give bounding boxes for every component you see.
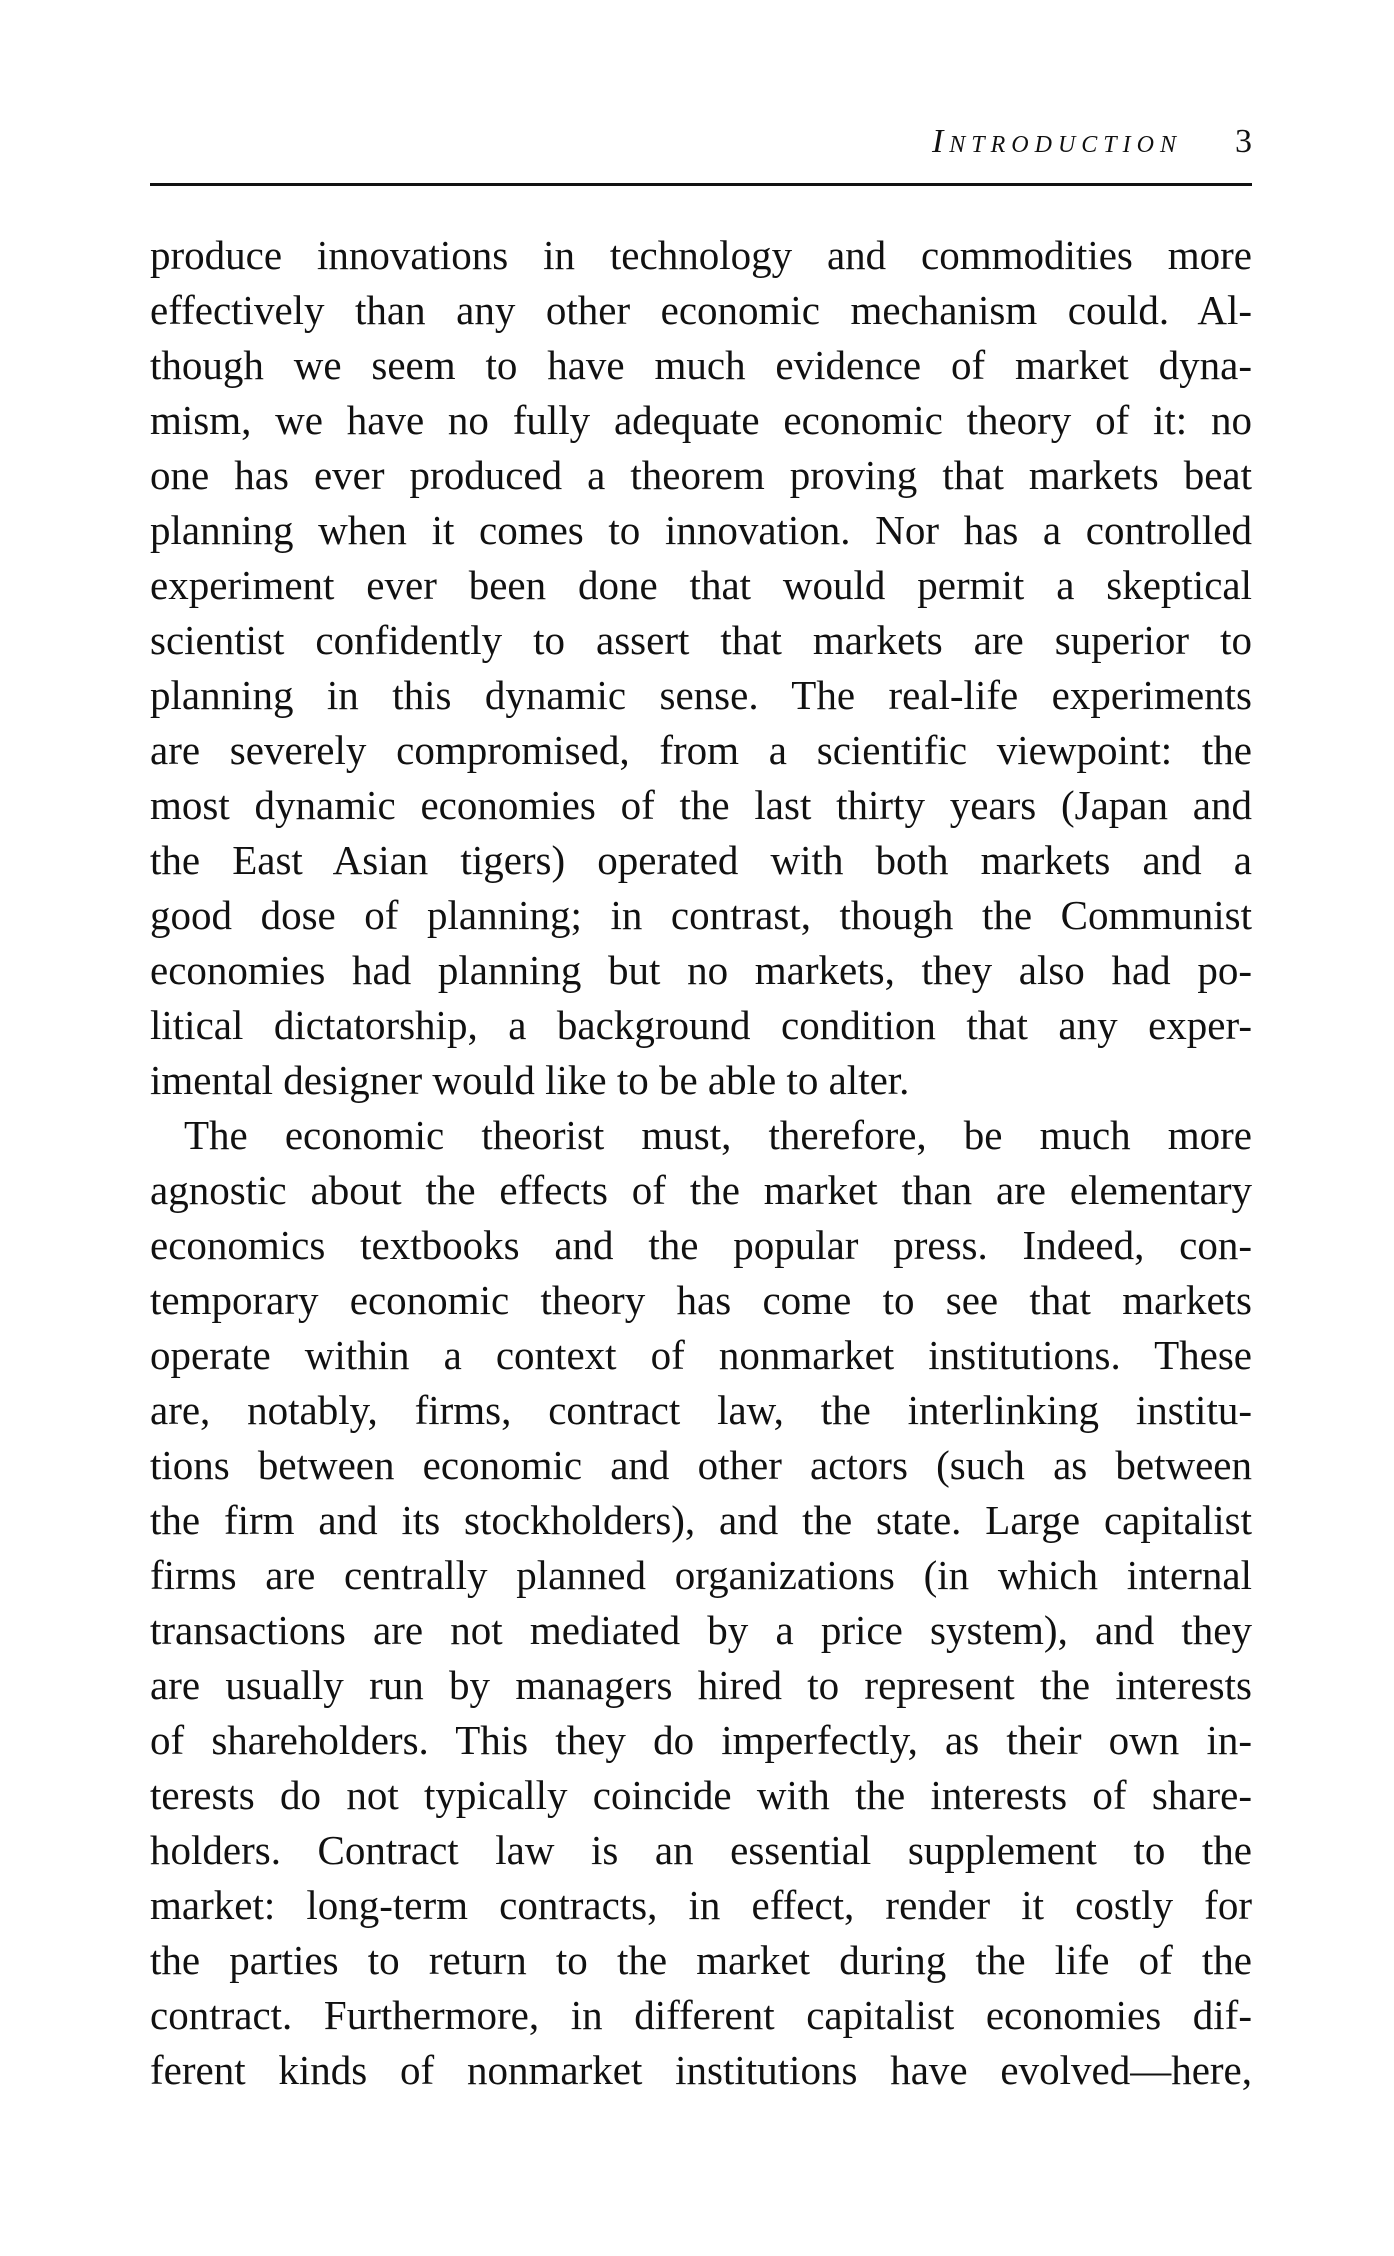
text-line: market: long-term contracts, in effect, render it costly for (150, 1882, 1252, 1928)
section-title: Introduction (931, 123, 1182, 160)
text-line: firms are centrally planned organizations (in which internal (150, 1552, 1252, 1598)
text-line: good dose of planning; in contrast, though the Communist (150, 892, 1252, 938)
text-line: The economic theorist must, therefore, be much more (184, 1112, 1252, 1158)
text-line: economies had planning but no markets, they also had po- (150, 947, 1252, 993)
text-line: effectively than any other economic mechanism could. Al- (150, 287, 1252, 333)
header-rule (150, 183, 1252, 186)
text-line: most dynamic economies of the last thirty years (Japan and (150, 782, 1252, 828)
text-line: mism, we have no fully adequate economic theory of it: no (150, 397, 1252, 443)
text-line: imental designer would like to be able to alter. (150, 1057, 910, 1103)
text-line: the parties to return to the market during the life of the (150, 1937, 1252, 1983)
text-line: one has ever produced a theorem proving that markets beat (150, 452, 1252, 498)
text-line: of shareholders. This they do imperfectly, as their own in- (150, 1717, 1252, 1763)
text-line: planning when it comes to innovation. Nor has a controlled (150, 507, 1252, 553)
text-line: terests do not typically coincide with the interests of share- (150, 1772, 1252, 1818)
text-line: ferent kinds of nonmarket institutions have evolved—here, (150, 2047, 1252, 2093)
text-line: tions between economic and other actors (such as between (150, 1442, 1252, 1488)
paragraph-2 (150, 1108, 1252, 2098)
text-line: are severely compromised, from a scientific viewpoint: the (150, 727, 1252, 773)
text-line: are usually run by managers hired to represent the interests (150, 1662, 1252, 1708)
text-line: though we seem to have much evidence of market dyna- (150, 342, 1252, 388)
text-line: are, notably, firms, contract law, the interlinking institu- (150, 1387, 1252, 1433)
paragraph-1 (150, 228, 1252, 1108)
text-line: planning in this dynamic sense. The real-life experiments (150, 672, 1252, 718)
text-line: economics textbooks and the popular press. Indeed, con- (150, 1222, 1252, 1268)
text-line: litical dictatorship, a background condition that any exper- (150, 1002, 1252, 1048)
text-line: scientist confidently to assert that markets are superior to (150, 617, 1252, 663)
text-line: holders. Contract law is an essential supplement to the (150, 1827, 1252, 1873)
text-line: transactions are not mediated by a price system), and they (150, 1607, 1252, 1653)
text-line: agnostic about the effects of the market than are elementary (150, 1167, 1252, 1213)
page-number: 3 (1235, 123, 1252, 160)
text-line: temporary economic theory has come to see that markets (150, 1277, 1252, 1323)
text-line: the firm and its stockholders), and the state. Large capitalist (150, 1497, 1252, 1543)
text-line: the East Asian tigers) operated with both markets and a (150, 837, 1252, 883)
text-line: produce innovations in technology and commodities more (150, 232, 1252, 278)
text-line: operate within a context of nonmarket institutions. These (150, 1332, 1252, 1378)
body-text (150, 228, 1252, 2098)
text-line: experiment ever been done that would permit a skeptical (150, 562, 1252, 608)
running-head (150, 112, 1252, 172)
text-line: contract. Furthermore, in different capitalist economies dif- (150, 1992, 1252, 2038)
